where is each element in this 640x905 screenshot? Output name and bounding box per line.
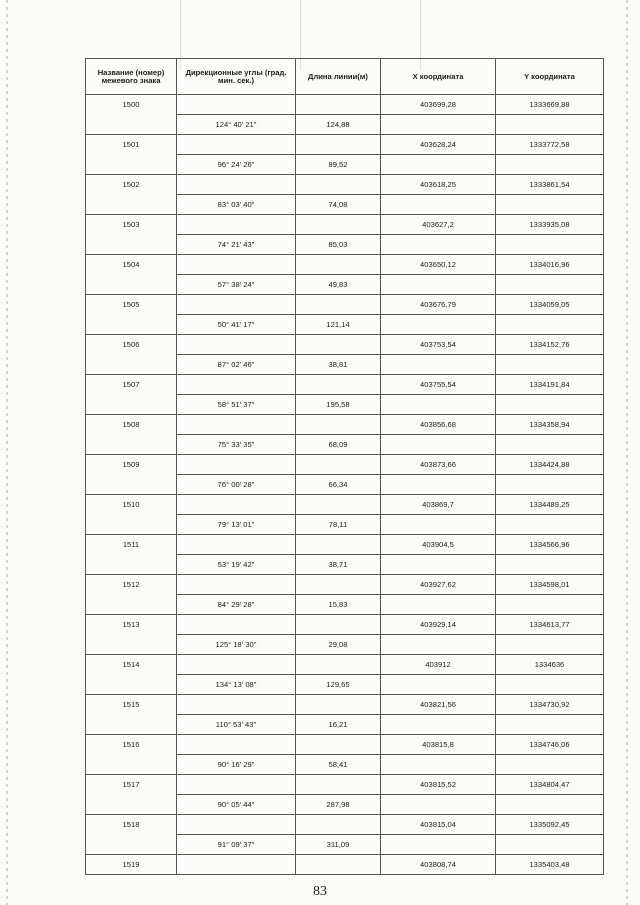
y-coordinate-spacer [496,515,604,535]
direction-angle: 124° 40' 21" [177,115,296,135]
length-cell [296,855,381,875]
line-length: 58,41 [296,755,381,775]
angle-cell [177,655,296,675]
table-row-point [86,775,604,795]
table-row-segment [86,755,604,775]
length-cell [296,175,381,195]
table-row-point [86,735,604,755]
y-coordinate: 1334358,94 [496,415,604,435]
marker-name-spacer [86,675,177,695]
x-coordinate-spacer [381,755,496,775]
x-coordinate: 403627,2 [381,215,496,235]
table-row-point [86,215,604,235]
angle-cell [177,95,296,115]
line-length: 38,71 [296,555,381,575]
y-coordinate: 1334613,77 [496,615,604,635]
header-direction-angle: Дирекционные углы (град. мин. сек.) [177,59,296,95]
y-coordinate: 1334424,88 [496,455,604,475]
x-coordinate: 403927,62 [381,575,496,595]
line-length: 74,08 [296,195,381,215]
marker-name: 1510 [86,495,177,515]
y-coordinate-spacer [496,395,604,415]
line-length: 68,09 [296,435,381,455]
length-cell [296,215,381,235]
x-coordinate: 403755,54 [381,375,496,395]
marker-name-spacer [86,275,177,295]
marker-name-spacer [86,755,177,775]
marker-name-spacer [86,635,177,655]
angle-cell [177,255,296,275]
x-coordinate: 403676,79 [381,295,496,315]
y-coordinate-spacer [496,435,604,455]
table-row-segment [86,835,604,855]
table-row-segment [86,675,604,695]
angle-cell [177,815,296,835]
table-row-segment [86,715,604,735]
direction-angle: 74° 21' 43" [177,235,296,255]
table-row-segment [86,275,604,295]
direction-angle: 53° 19' 42" [177,555,296,575]
marker-name: 1508 [86,415,177,435]
y-coordinate: 1333935,08 [496,215,604,235]
direction-angle: 75° 33' 35" [177,435,296,455]
x-coordinate: 403815,52 [381,775,496,795]
marker-name-spacer [86,835,177,855]
marker-name-spacer [86,715,177,735]
x-coordinate-spacer [381,555,496,575]
header-y-coordinate: Y координата [496,59,604,95]
x-coordinate: 403873,66 [381,455,496,475]
marker-name-spacer [86,395,177,415]
marker-name-spacer [86,515,177,535]
marker-name: 1507 [86,375,177,395]
length-cell [296,815,381,835]
marker-name-spacer [86,355,177,375]
x-coordinate: 403815,04 [381,815,496,835]
x-coordinate: 403650,12 [381,255,496,275]
length-cell [296,615,381,635]
table-row-point [86,575,604,595]
angle-cell [177,175,296,195]
table-row-point [86,535,604,555]
y-coordinate-spacer [496,795,604,815]
line-length: 89,52 [296,155,381,175]
direction-angle: 58° 51' 37" [177,395,296,415]
table-row-point [86,695,604,715]
x-coordinate-spacer [381,395,496,415]
y-coordinate: 1333669,88 [496,95,604,115]
table-row-segment [86,555,604,575]
y-coordinate-spacer [496,355,604,375]
marker-name: 1513 [86,615,177,635]
marker-name: 1518 [86,815,177,835]
table-body [86,95,604,875]
marker-name: 1516 [86,735,177,755]
table-row-point [86,495,604,515]
table-row-point [86,655,604,675]
direction-angle: 83° 03' 40" [177,195,296,215]
length-cell [296,695,381,715]
x-coordinate: 403856,68 [381,415,496,435]
x-coordinate: 403815,8 [381,735,496,755]
y-coordinate-spacer [496,475,604,495]
x-coordinate: 403929,14 [381,615,496,635]
table-row-point [86,335,604,355]
line-length: 129,65 [296,675,381,695]
x-coordinate: 403904,5 [381,535,496,555]
length-cell [296,295,381,315]
marker-name-spacer [86,475,177,495]
marker-name: 1511 [86,535,177,555]
x-coordinate-spacer [381,195,496,215]
table-header-row [86,59,604,95]
length-cell [296,375,381,395]
table-row-segment [86,595,604,615]
angle-cell [177,535,296,555]
scan-edge-left [6,0,8,905]
y-coordinate-spacer [496,275,604,295]
y-coordinate: 1334746,06 [496,735,604,755]
direction-angle: 79° 13' 01" [177,515,296,535]
marker-name-spacer [86,115,177,135]
marker-name: 1504 [86,255,177,275]
y-coordinate: 1335403,48 [496,855,604,875]
y-coordinate: 1333861,54 [496,175,604,195]
direction-angle: 87° 02' 46" [177,355,296,375]
y-coordinate: 1334489,25 [496,495,604,515]
table-row-segment [86,315,604,335]
angle-cell [177,135,296,155]
y-coordinate-spacer [496,635,604,655]
direction-angle: 84° 29' 28" [177,595,296,615]
angle-cell [177,855,296,875]
y-coordinate: 1334016,96 [496,255,604,275]
marker-name: 1500 [86,95,177,115]
page-number: 83 [313,884,327,899]
length-cell [296,335,381,355]
marker-name: 1517 [86,775,177,795]
line-length: 38,81 [296,355,381,375]
marker-name: 1503 [86,215,177,235]
y-coordinate: 1334191,84 [496,375,604,395]
table-row-segment [86,195,604,215]
y-coordinate-spacer [496,555,604,575]
y-coordinate-spacer [496,675,604,695]
table-row-segment [86,475,604,495]
y-coordinate: 1335092,45 [496,815,604,835]
line-length: 124,88 [296,115,381,135]
line-length: 16,21 [296,715,381,735]
x-coordinate-spacer [381,355,496,375]
x-coordinate: 403753,54 [381,335,496,355]
y-coordinate: 1334636 [496,655,604,675]
x-coordinate-spacer [381,435,496,455]
line-length: 311,09 [296,835,381,855]
direction-angle: 125° 18' 30" [177,635,296,655]
y-coordinate-spacer [496,755,604,775]
table-row-point [86,455,604,475]
direction-angle: 91° 09' 37" [177,835,296,855]
angle-cell [177,775,296,795]
length-cell [296,415,381,435]
y-coordinate: 1334152,76 [496,335,604,355]
y-coordinate: 1334804,47 [496,775,604,795]
y-coordinate: 1334598,01 [496,575,604,595]
marker-name-spacer [86,595,177,615]
length-cell [296,775,381,795]
table-row-point [86,95,604,115]
y-coordinate-spacer [496,195,604,215]
table-row-point [86,135,604,155]
y-coordinate-spacer [496,115,604,135]
length-cell [296,655,381,675]
table-row-point [86,175,604,195]
table-row-segment [86,515,604,535]
y-coordinate-spacer [496,235,604,255]
x-coordinate: 403869,7 [381,495,496,515]
x-coordinate-spacer [381,115,496,135]
x-coordinate-spacer [381,475,496,495]
marker-name: 1505 [86,295,177,315]
marker-name: 1519 [86,855,177,875]
direction-angle: 110° 53' 43" [177,715,296,735]
marker-name: 1515 [86,695,177,715]
line-length: 49,83 [296,275,381,295]
y-coordinate-spacer [496,835,604,855]
x-coordinate: 403628,24 [381,135,496,155]
survey-coordinates-table [85,58,604,875]
x-coordinate-spacer [381,715,496,735]
angle-cell [177,615,296,635]
angle-cell [177,735,296,755]
length-cell [296,135,381,155]
y-coordinate: 1334566,96 [496,535,604,555]
angle-cell [177,695,296,715]
y-coordinate: 1334730,92 [496,695,604,715]
line-length: 195,58 [296,395,381,415]
header-marker-name: Название (номер) межевого знака [86,59,177,95]
marker-name-spacer [86,235,177,255]
marker-name: 1501 [86,135,177,155]
x-coordinate-spacer [381,315,496,335]
table-row-point [86,415,604,435]
y-coordinate-spacer [496,155,604,175]
table-row-point [86,815,604,835]
angle-cell [177,215,296,235]
length-cell [296,495,381,515]
angle-cell [177,335,296,355]
marker-name-spacer [86,315,177,335]
x-coordinate-spacer [381,595,496,615]
line-length: 85,03 [296,235,381,255]
line-length: 78,11 [296,515,381,535]
table-row-segment [86,395,604,415]
x-coordinate: 403821,56 [381,695,496,715]
line-length: 29,08 [296,635,381,655]
direction-angle: 134° 13' 08" [177,675,296,695]
marker-name: 1502 [86,175,177,195]
x-coordinate-spacer [381,155,496,175]
x-coordinate: 403912 [381,655,496,675]
table-row-segment [86,115,604,135]
table-row-segment [86,235,604,255]
marker-name: 1506 [86,335,177,355]
length-cell [296,255,381,275]
direction-angle: 90° 05' 44" [177,795,296,815]
x-coordinate: 403618,25 [381,175,496,195]
angle-cell [177,295,296,315]
table-row-point [86,375,604,395]
header-x-coordinate: Х координата [381,59,496,95]
table-row-segment [86,355,604,375]
angle-cell [177,415,296,435]
line-length: 66,34 [296,475,381,495]
marker-name: 1509 [86,455,177,475]
marker-name-spacer [86,195,177,215]
header-line-length: Длина линии(м) [296,59,381,95]
y-coordinate: 1333772,58 [496,135,604,155]
x-coordinate-spacer [381,275,496,295]
line-length: 121,14 [296,315,381,335]
table-row-segment [86,635,604,655]
marker-name: 1514 [86,655,177,675]
angle-cell [177,455,296,475]
marker-name-spacer [86,435,177,455]
y-coordinate-spacer [496,315,604,335]
direction-angle: 96° 24' 26" [177,155,296,175]
length-cell [296,95,381,115]
table-row-point [86,615,604,635]
marker-name-spacer [86,795,177,815]
x-coordinate: 403808,74 [381,855,496,875]
x-coordinate-spacer [381,675,496,695]
direction-angle: 57° 38' 24" [177,275,296,295]
x-coordinate-spacer [381,835,496,855]
marker-name-spacer [86,155,177,175]
length-cell [296,735,381,755]
angle-cell [177,375,296,395]
line-length: 15,83 [296,595,381,615]
x-coordinate-spacer [381,235,496,255]
scan-edge-right [626,0,628,905]
length-cell [296,535,381,555]
angle-cell [177,575,296,595]
x-coordinate-spacer [381,515,496,535]
length-cell [296,575,381,595]
y-coordinate-spacer [496,715,604,735]
x-coordinate-spacer [381,795,496,815]
table-row-segment [86,795,604,815]
line-length: 287,98 [296,795,381,815]
length-cell [296,455,381,475]
table-row-point [86,855,604,875]
x-coordinate-spacer [381,635,496,655]
direction-angle: 76° 00' 28" [177,475,296,495]
table-row-point [86,255,604,275]
marker-name-spacer [86,555,177,575]
table-row-segment [86,155,604,175]
table-row-point [86,295,604,315]
table-row-segment [86,435,604,455]
direction-angle: 90° 16' 29" [177,755,296,775]
y-coordinate-spacer [496,595,604,615]
direction-angle: 50° 41' 17" [177,315,296,335]
marker-name: 1512 [86,575,177,595]
x-coordinate: 403699,28 [381,95,496,115]
y-coordinate: 1334059,05 [496,295,604,315]
angle-cell [177,495,296,515]
